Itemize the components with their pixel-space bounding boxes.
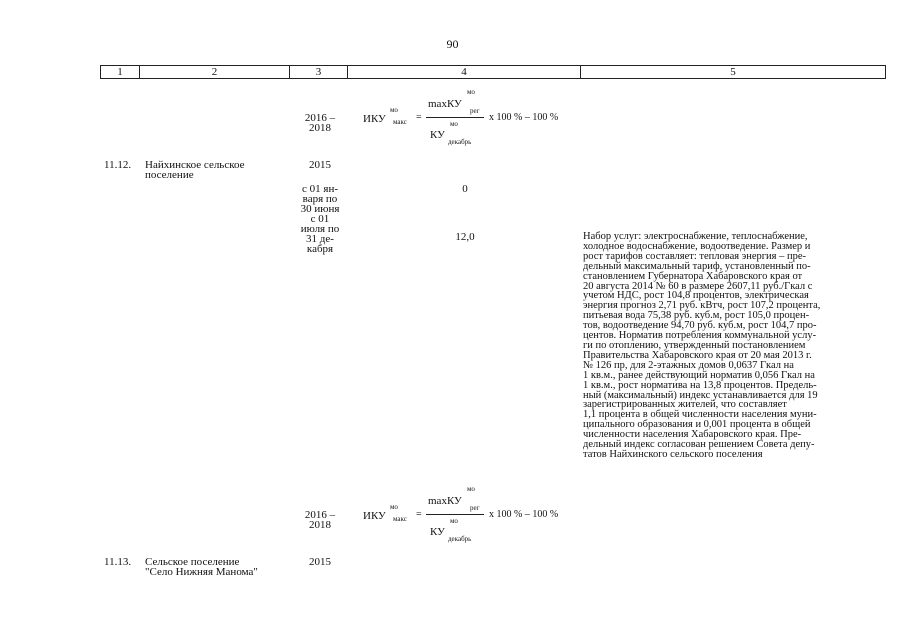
year-2015-a: 2015 xyxy=(309,159,331,171)
index-value-0: 0 xyxy=(462,183,468,195)
formula-lhs-sup: мо xyxy=(390,503,398,511)
period-line: июля по xyxy=(300,223,340,235)
header-col-4: 4 xyxy=(348,66,581,78)
desc-line: центов. Норматив потребления коммунальной услу- xyxy=(583,330,817,342)
formula-den-sub: декабрь xyxy=(448,138,472,146)
year-2015-b: 2015 xyxy=(309,556,331,568)
period-line: 2016 – xyxy=(304,112,336,124)
period-jan-jun xyxy=(296,184,344,214)
desc-line: учетом НДС, рост 104,8 процентов, электрическая xyxy=(583,290,809,302)
formula-num-sup: мо xyxy=(467,88,475,96)
desc-line: 1,1 процента в общей численности населения муни- xyxy=(583,409,817,421)
desc-line: татов Найхинского сельского поселения xyxy=(583,448,763,460)
row-number-11-13: 11.13. xyxy=(104,556,132,568)
period-line: кабря xyxy=(306,243,334,255)
period-line: с 01 xyxy=(310,213,330,225)
period-line: 2018 xyxy=(309,122,331,134)
desc-line: рост тарифов составляет: тепловая энергия – пре- xyxy=(583,250,807,262)
desc-line: № 126 пр, для 2-этажных домов 0,0637 Гкал на xyxy=(583,359,794,371)
page-number: 90 xyxy=(446,37,459,51)
desc-line: дельный индекс согласован решением Совета депу- xyxy=(583,439,815,451)
period-2016-2018-b xyxy=(296,510,344,530)
desc-line: ципального образования и 0,001 процента в общей xyxy=(583,419,811,431)
formula-den-sub: декабрь xyxy=(448,535,472,543)
desc-line: Правительства Хабаровского края от 20 мая 2013 г. xyxy=(583,349,812,361)
name-line: поселение xyxy=(145,169,194,181)
formula-num: maxКУ xyxy=(428,495,462,507)
desc-line: ный (максимальный) индекс устанавливается для 19 xyxy=(583,389,818,401)
desc-line: энергия прогноз 2,71 руб. кВтч, рост 107,2 процента, xyxy=(583,300,821,312)
period-line: с 01 ян- xyxy=(302,183,338,195)
formula-lhs-sub: макс xyxy=(393,118,407,126)
fraction-line xyxy=(426,514,484,515)
formula-den-sup: мо xyxy=(450,120,458,128)
desc-line: Набор услуг: электроснабжение, теплоснабжение, xyxy=(583,231,808,242)
period-jul-dec xyxy=(296,214,344,254)
formula-lhs-sup: мо xyxy=(390,106,398,114)
desc-line: численности населения Хабаровского края. Пре- xyxy=(583,429,802,441)
formula-eq: = xyxy=(416,112,422,123)
formula-tail: х 100 % – 100 % xyxy=(489,509,559,520)
header-col-3: 3 xyxy=(290,66,348,78)
settlement-name-naikhinskoe xyxy=(145,160,290,180)
index-value-12: 12,0 xyxy=(455,231,475,243)
desc-line: холодное водоснабжение, водоотведение. Размер и xyxy=(583,240,811,252)
fraction-line xyxy=(426,117,484,118)
period-line: 2016 – xyxy=(304,509,336,521)
desc-line: 20 августа 2014 № 60 в размере 2607,11 руб./Гкал с xyxy=(583,280,813,292)
period-line: варя по xyxy=(302,193,338,205)
table-header-row xyxy=(100,65,886,79)
formula-den-sup: мо xyxy=(450,517,458,525)
desc-line: тов, водоотведение 94,70 руб. куб.м, рост 104,7 про- xyxy=(583,320,817,332)
desc-line: 1 кв.м., рост норматива на 13,8 процентов. Предель- xyxy=(583,379,817,391)
desc-line: ги по отоплению, утвержденный постановлением xyxy=(583,339,806,351)
desc-line: зарегистрированных жителей, что составляет xyxy=(583,399,787,411)
desc-line: питьевая вода 75,38 руб. куб.м, рост 105,0 процен- xyxy=(583,310,810,322)
formula-lhs: ИКУ xyxy=(363,510,386,522)
desc-line: становлением Губернатора Хабаровского края от xyxy=(583,270,803,282)
formula-2 xyxy=(360,485,582,547)
period-line: 31 де- xyxy=(306,233,334,245)
formula-1 xyxy=(360,88,582,150)
name-line: Сельское поселение xyxy=(145,556,240,568)
formula-num-sub: рег xyxy=(470,107,480,115)
row-number-11-12: 11.12. xyxy=(104,159,132,171)
formula-eq: = xyxy=(416,509,422,520)
desc-line: дельный максимальный тариф, установленный по- xyxy=(583,260,811,272)
desc-line: 1 кв.м., ранее действующий норматив 0,056 Гкал на xyxy=(583,369,815,381)
header-col-5: 5 xyxy=(730,66,736,78)
header-col-1: 1 xyxy=(101,66,140,78)
formula-lhs-sub: макс xyxy=(393,515,407,523)
formula-num: maxКУ xyxy=(428,98,462,110)
services-description xyxy=(583,232,879,460)
settlement-name-nizhnyaya-manoma xyxy=(145,557,295,577)
period-line: 30 июня xyxy=(300,203,340,215)
period-line: 2018 xyxy=(309,519,331,531)
period-2016-2018-a xyxy=(296,113,344,133)
name-line: Найхинское сельское xyxy=(145,159,245,171)
name-line: "Село Нижняя Манома" xyxy=(145,566,258,578)
header-col-2: 2 xyxy=(140,66,290,78)
formula-den: КУ xyxy=(430,526,445,538)
formula-tail: х 100 % – 100 % xyxy=(489,112,559,123)
formula-den: КУ xyxy=(430,129,445,141)
formula-lhs: ИКУ xyxy=(363,113,386,125)
formula-num-sub: рег xyxy=(470,504,480,512)
formula-num-sup: мо xyxy=(467,485,475,493)
